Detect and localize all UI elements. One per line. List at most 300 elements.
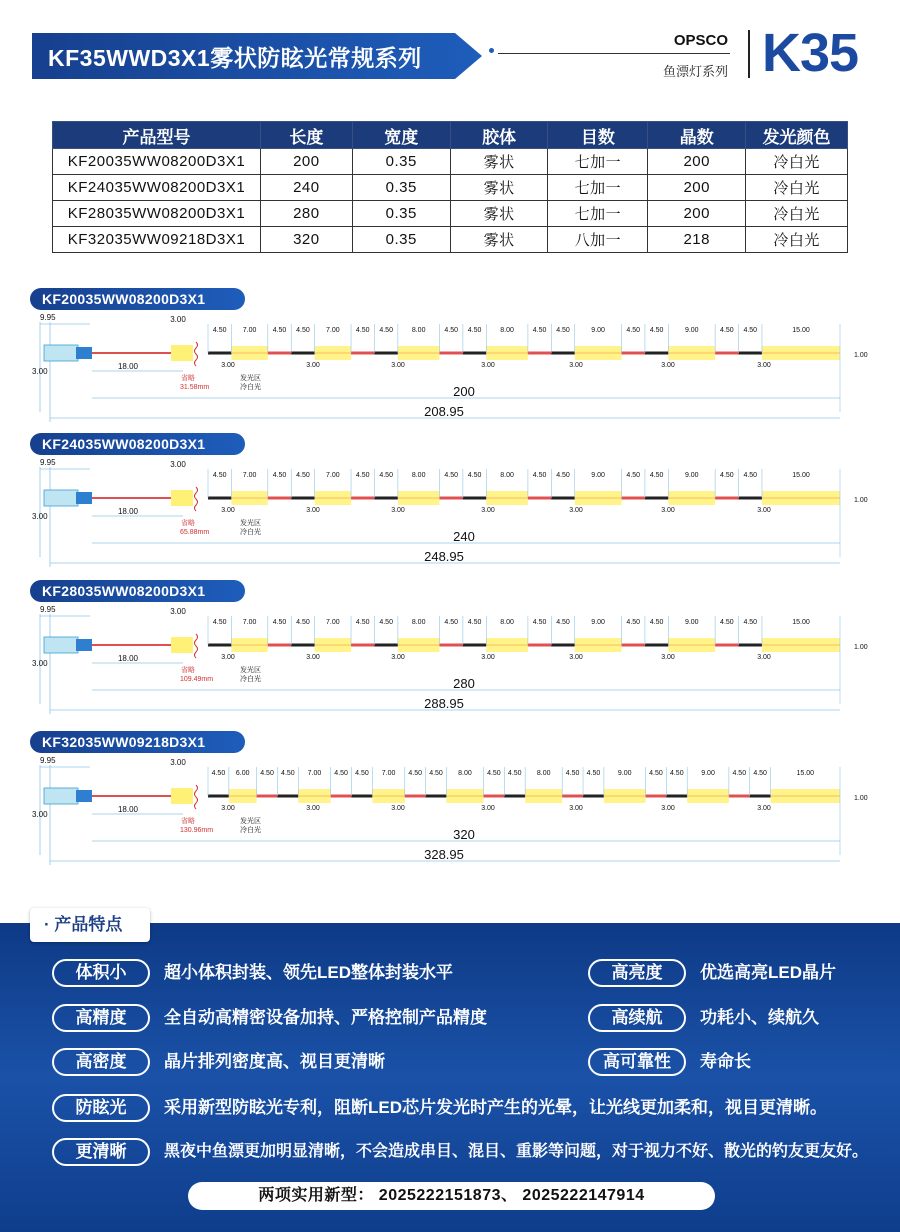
segment-label: 9.00: [701, 770, 715, 777]
gap-segment: [739, 497, 762, 500]
segment-label: 4.50: [272, 327, 287, 334]
gap-label: 3.00: [757, 654, 771, 661]
led-segment: [372, 789, 404, 803]
segment-label: 4.50: [532, 619, 547, 626]
col-color: 发光颜色: [746, 122, 848, 149]
feature-text: 晶片排列密度高、视目更清晰: [164, 1052, 385, 1071]
segment-label: 9.00: [591, 327, 605, 334]
feature-text: 黑夜中鱼漂更加明显清晰，不会造成串目、混目、重影等问题，对于视力不好、散光的钓友更友好。: [164, 1143, 869, 1160]
gap-segment: [463, 352, 486, 355]
led-segment: [229, 789, 257, 803]
gap-segment: [331, 795, 352, 798]
drawing-model-tag: KF28035WW08200D3X1: [30, 580, 245, 602]
gap-segment: [374, 644, 397, 647]
segment-label: 4.50: [296, 619, 310, 626]
segment-label: 4.50: [272, 472, 287, 479]
segment-label: 4.50: [626, 472, 641, 479]
gap-segment: [551, 644, 574, 647]
dim-label-gap-top: 3.00: [170, 758, 186, 767]
feature-text: 超小体积封装、领先LED整体封装水平: [164, 963, 453, 982]
table-row: [53, 149, 848, 175]
length-label: 240: [453, 529, 475, 544]
dim-label-lead: 9.95: [40, 756, 56, 765]
gap-label: 3.00: [391, 654, 405, 661]
segment-label: 7.00: [242, 327, 257, 334]
gap-segment: [268, 352, 291, 355]
led-segment: [231, 491, 267, 505]
end-label: 1.00: [854, 352, 868, 359]
table-cell: 雾状: [450, 201, 548, 227]
segment-label: 4.50: [355, 472, 370, 479]
dimension-drawing: [28, 604, 878, 730]
segment-label: 4.50: [720, 619, 734, 626]
table-cell: 冷白光: [746, 201, 848, 227]
gap-segment: [463, 644, 486, 647]
gap-label: 3.00: [221, 805, 235, 812]
segment-label: 9.00: [617, 770, 632, 777]
led-segment: [668, 638, 715, 652]
dim-label-gap-top: 3.00: [170, 607, 186, 616]
table-cell: 雾状: [450, 227, 548, 253]
gap-segment: [208, 644, 231, 647]
dim-label-gap-top: 3.00: [170, 460, 186, 469]
segment-label: 4.50: [487, 770, 501, 777]
gap-label: 3.00: [306, 805, 320, 812]
segment-label: 15.00: [792, 327, 810, 334]
feature-text: 优选高亮LED晶片: [700, 963, 836, 982]
table-cell: 冷白光: [746, 175, 848, 201]
segment-label: 4.50: [355, 327, 370, 334]
table-cell: 雾状: [450, 149, 548, 175]
gap-segment: [715, 644, 738, 647]
table-cell: 200: [648, 149, 746, 175]
omit-label: 省略: [181, 818, 195, 825]
segment-label: 9.00: [591, 619, 605, 626]
dim-label-height: 3.00: [32, 659, 48, 668]
feature-tag: 体积小: [52, 959, 150, 987]
header-divider: [498, 53, 730, 54]
table-cell: 200: [260, 149, 352, 175]
col-mesh: 目数: [548, 122, 648, 149]
gap-segment: [277, 795, 298, 798]
segment-label: 8.00: [411, 327, 426, 334]
page-title: KF35WWD3X1雾状防眩光常规系列: [48, 45, 422, 71]
gap-segment: [528, 497, 551, 500]
gap-segment: [715, 352, 738, 355]
gap-label: 3.00: [661, 507, 675, 514]
segment-label: 4.50: [444, 619, 458, 626]
gap-label: 3.00: [481, 362, 495, 369]
dim-label-height: 3.00: [32, 810, 48, 819]
segment-label: 4.50: [355, 770, 369, 777]
table-cell: 七加一: [548, 175, 648, 201]
led-segment: [486, 346, 528, 360]
segment-label: 4.50: [467, 619, 482, 626]
feature-text: 寿命长: [700, 1052, 751, 1071]
gap-segment: [268, 644, 291, 647]
break-mark: [195, 785, 198, 809]
led-segment: [575, 638, 622, 652]
zone-label: 发光区: [240, 818, 261, 825]
gap-segment: [739, 644, 762, 647]
segment-label: 4.50: [649, 770, 663, 777]
feature-tag: 高精度: [52, 1004, 150, 1032]
gap-segment: [562, 795, 583, 798]
segment-label: 4.50: [649, 619, 664, 626]
led-segment: [771, 789, 840, 803]
color-label: 冷白光: [240, 827, 261, 834]
connector: [44, 490, 78, 506]
connector-cap: [76, 347, 92, 359]
connector: [44, 345, 78, 361]
dim-label-height: 3.00: [32, 512, 48, 521]
table-cell: 0.35: [352, 149, 450, 175]
feature-tag: 防眩光: [52, 1094, 150, 1122]
table-cell: 七加一: [548, 149, 648, 175]
gap-segment: [208, 497, 231, 500]
gap-label: 3.00: [569, 362, 583, 369]
zone-label: 发光区: [240, 375, 261, 382]
gap-segment: [405, 795, 426, 798]
segment-label: 4.50: [507, 770, 522, 777]
segment-label: 4.50: [649, 472, 664, 479]
col-gel: 胶体: [450, 122, 548, 149]
segment-label: 4.50: [444, 327, 458, 334]
feature-tag: 高亮度: [588, 959, 686, 987]
series-code: K35: [762, 23, 859, 83]
connector-cap: [76, 639, 92, 651]
table-cell: 雾状: [450, 175, 548, 201]
drawing-model-tag: KF20035WW08200D3X1: [30, 288, 245, 310]
col-width: 宽度: [352, 122, 450, 149]
brand-name: OPSCO: [673, 32, 728, 49]
gap-segment: [268, 497, 291, 500]
table-row: [53, 175, 848, 201]
table-cell: 0.35: [352, 201, 450, 227]
gap-segment: [483, 795, 504, 798]
segment-label: 4.50: [379, 327, 393, 334]
led-segment: [315, 491, 351, 505]
omit-label: 省略: [181, 520, 195, 527]
table-cell: 八加一: [548, 227, 648, 253]
gap-label: 3.00: [221, 362, 235, 369]
segment-label: 8.00: [458, 770, 472, 777]
gap-segment: [351, 497, 374, 500]
features-title-tab: · 产品特点: [30, 908, 150, 942]
end-label: 1.00: [854, 644, 868, 651]
table-cell: 218: [648, 227, 746, 253]
segment-label: 4.50: [296, 472, 310, 479]
gap-segment: [645, 497, 668, 500]
omit-label: 省略: [181, 375, 195, 382]
segment-label: 15.00: [792, 472, 810, 479]
segment-label: 4.50: [408, 770, 423, 777]
segment-label: 4.50: [753, 770, 767, 777]
dim-label-tail: 18.00: [117, 654, 139, 663]
dim-label-tail: 18.00: [117, 507, 139, 516]
segment-label: 7.00: [326, 327, 340, 334]
omit-length: 31.58mm: [180, 384, 210, 391]
total-length-label: 248.95: [424, 549, 464, 564]
segment-label: 7.00: [242, 619, 257, 626]
segment-label: 4.50: [444, 472, 458, 479]
gap-segment: [374, 497, 397, 500]
table-cell: KF24035WW08200D3X1: [53, 175, 261, 201]
header-separator: [748, 30, 750, 78]
gap-label: 3.00: [757, 362, 771, 369]
omit-length: 109.49mm: [180, 676, 214, 683]
zone-label: 发光区: [240, 520, 261, 527]
segment-label: 8.00: [411, 472, 426, 479]
spec-table: [52, 121, 848, 253]
segment-label: 4.50: [429, 770, 443, 777]
segment-label: 4.50: [379, 472, 393, 479]
gap-segment: [739, 352, 762, 355]
gap-label: 3.00: [569, 805, 583, 812]
segment-label: 7.00: [326, 472, 340, 479]
segment-label: 4.50: [260, 770, 274, 777]
gap-segment: [291, 644, 314, 647]
series-name: 鱼漂灯系列: [662, 64, 728, 79]
led-segment: [486, 638, 528, 652]
segment-label: 4.50: [532, 472, 547, 479]
drawing-section-1: [0, 288, 900, 438]
gap-label: 3.00: [481, 654, 495, 661]
omit-length: 65.88mm: [180, 529, 210, 536]
table-cell: 200: [648, 175, 746, 201]
color-label: 冷白光: [240, 384, 261, 391]
table-cell: 280: [260, 201, 352, 227]
segment-label: 4.50: [355, 619, 370, 626]
led-segment: [525, 789, 562, 803]
table-cell: 240: [260, 175, 352, 201]
dim-label-tail: 18.00: [117, 362, 139, 371]
segment-label: 8.00: [500, 619, 514, 626]
gap-segment: [208, 352, 231, 355]
drawing-section-2: [0, 433, 900, 583]
table-cell: 0.35: [352, 227, 450, 253]
title-dot: [489, 48, 494, 53]
gap-label: 3.00: [221, 507, 235, 514]
drawing-model-tag: KF24035WW08200D3X1: [30, 433, 245, 455]
dim-label-lead: 9.95: [40, 458, 56, 467]
segment-label: 15.00: [796, 770, 815, 777]
dim-label-tail: 18.00: [117, 805, 139, 814]
segment-label: 4.50: [281, 770, 295, 777]
table-cell: 0.35: [352, 175, 450, 201]
gap-segment: [208, 795, 229, 798]
led-segment: [762, 346, 840, 360]
segment-label: 7.00: [242, 472, 257, 479]
segment-label: 4.50: [556, 472, 570, 479]
table-cell: 200: [648, 201, 746, 227]
gap-label: 3.00: [757, 507, 771, 514]
segment-label: 4.50: [272, 619, 287, 626]
gap-label: 3.00: [391, 507, 405, 514]
gap-segment: [504, 795, 525, 798]
segment-label: 4.50: [211, 770, 226, 777]
dim-label-gap-top: 3.00: [170, 315, 186, 324]
segment-label: 9.00: [684, 619, 699, 626]
gap-label: 3.00: [661, 362, 675, 369]
connector: [44, 788, 78, 804]
segment-label: 8.00: [500, 327, 514, 334]
total-length-label: 288.95: [424, 696, 464, 711]
segment-label: 4.50: [296, 327, 310, 334]
led-segment: [315, 638, 351, 652]
gap-segment: [351, 352, 374, 355]
segment-label: 4.50: [467, 472, 482, 479]
feature-tag: 高续航: [588, 1004, 686, 1032]
omit-length: 130.96mm: [180, 827, 214, 834]
table-cell: 320: [260, 227, 352, 253]
gap-label: 3.00: [391, 805, 405, 812]
led-omit: [171, 490, 193, 506]
length-label: 320: [453, 827, 475, 842]
feature-text: 采用新型防眩光专利，阻断LED芯片发光时产生的光晕，让光线更加柔和，视目更清晰。: [164, 1098, 827, 1117]
gap-label: 3.00: [481, 805, 495, 812]
gap-segment: [291, 352, 314, 355]
feature-text: 功耗小、续航久: [700, 1008, 819, 1027]
led-segment: [687, 789, 729, 803]
led-segment: [604, 789, 646, 803]
segment-label: 7.00: [381, 770, 396, 777]
patent-badge: 两项实用新型： 2025222151873、 2025222147914: [188, 1182, 715, 1210]
segment-label: 4.50: [743, 327, 758, 334]
gap-segment: [666, 795, 687, 798]
table-cell: KF20035WW08200D3X1: [53, 149, 261, 175]
gap-segment: [291, 497, 314, 500]
led-segment: [486, 491, 528, 505]
table-cell: 冷白光: [746, 227, 848, 253]
segment-label: 4.50: [626, 327, 641, 334]
led-segment: [762, 491, 840, 505]
segment-label: 15.00: [792, 619, 810, 626]
dim-label-lead: 9.95: [40, 605, 56, 614]
segment-label: 4.50: [743, 619, 758, 626]
segment-label: 9.00: [684, 472, 699, 479]
segment-label: 4.50: [743, 472, 758, 479]
color-label: 冷白光: [240, 529, 261, 536]
table-row: [53, 201, 848, 227]
zone-label: 发光区: [240, 667, 261, 674]
gap-segment: [715, 497, 738, 500]
led-segment: [231, 346, 267, 360]
table-header-row: [53, 122, 848, 149]
feature-tag: 高密度: [52, 1048, 150, 1076]
gap-segment: [374, 352, 397, 355]
gap-segment: [439, 497, 462, 500]
led-segment: [762, 638, 840, 652]
led-omit: [171, 345, 193, 361]
led-segment: [231, 638, 267, 652]
col-chips: 晶数: [648, 122, 746, 149]
led-segment: [575, 346, 622, 360]
dim-label-lead: 9.95: [40, 313, 56, 322]
gap-segment: [583, 795, 604, 798]
break-mark: [195, 634, 198, 658]
segment-label: 4.50: [467, 327, 482, 334]
gap-segment: [351, 644, 374, 647]
segment-label: 6.00: [235, 770, 250, 777]
dimension-drawing: [28, 312, 878, 438]
segment-label: 4.50: [669, 770, 684, 777]
segment-label: 8.00: [536, 770, 551, 777]
connector: [44, 637, 78, 653]
break-mark: [195, 487, 198, 511]
gap-label: 3.00: [661, 654, 675, 661]
gap-label: 3.00: [757, 805, 771, 812]
gap-segment: [645, 352, 668, 355]
segment-label: 4.50: [649, 327, 664, 334]
led-segment: [315, 346, 351, 360]
table-cell: KF32035WW09218D3X1: [53, 227, 261, 253]
gap-segment: [257, 795, 278, 798]
connector-cap: [76, 492, 92, 504]
led-segment: [398, 638, 440, 652]
segment-label: 4.50: [556, 619, 570, 626]
gap-segment: [463, 497, 486, 500]
gap-segment: [551, 497, 574, 500]
segment-label: 7.00: [307, 770, 322, 777]
led-segment: [298, 789, 330, 803]
led-segment: [575, 491, 622, 505]
segment-label: 4.50: [334, 770, 348, 777]
dim-label-height: 3.00: [32, 367, 48, 376]
gap-label: 3.00: [306, 507, 320, 514]
segment-label: 8.00: [411, 619, 426, 626]
table-cell: 冷白光: [746, 149, 848, 175]
segment-label: 4.50: [565, 770, 580, 777]
gap-segment: [622, 352, 645, 355]
color-label: 冷白光: [240, 676, 261, 683]
gap-label: 3.00: [306, 362, 320, 369]
segment-label: 4.50: [626, 619, 641, 626]
segment-label: 4.50: [732, 770, 747, 777]
length-label: 280: [453, 676, 475, 691]
segment-label: 9.00: [684, 327, 699, 334]
table-row: [53, 227, 848, 253]
table-cell: 七加一: [548, 201, 648, 227]
segment-label: 4.50: [532, 327, 547, 334]
segment-label: 4.50: [720, 472, 734, 479]
led-omit: [171, 788, 193, 804]
break-mark: [195, 342, 198, 366]
gap-label: 3.00: [569, 654, 583, 661]
led-segment: [398, 346, 440, 360]
omit-label: 省略: [181, 667, 195, 674]
led-segment: [398, 491, 440, 505]
gap-segment: [528, 644, 551, 647]
total-length-label: 208.95: [424, 404, 464, 419]
feature-tag: 更清晰: [52, 1138, 150, 1166]
gap-label: 3.00: [306, 654, 320, 661]
drawing-section-3: [0, 580, 900, 730]
segment-label: 4.50: [212, 327, 227, 334]
gap-segment: [645, 644, 668, 647]
segment-label: 4.50: [212, 472, 227, 479]
table-cell: KF28035WW08200D3X1: [53, 201, 261, 227]
gap-segment: [551, 352, 574, 355]
segment-label: 8.00: [500, 472, 514, 479]
drawing-model-tag: KF32035WW09218D3X1: [30, 731, 245, 753]
segment-label: 7.00: [326, 619, 340, 626]
led-segment: [668, 491, 715, 505]
gap-label: 3.00: [221, 654, 235, 661]
length-label: 200: [453, 384, 475, 399]
end-label: 1.00: [854, 497, 868, 504]
segment-label: 4.50: [379, 619, 393, 626]
